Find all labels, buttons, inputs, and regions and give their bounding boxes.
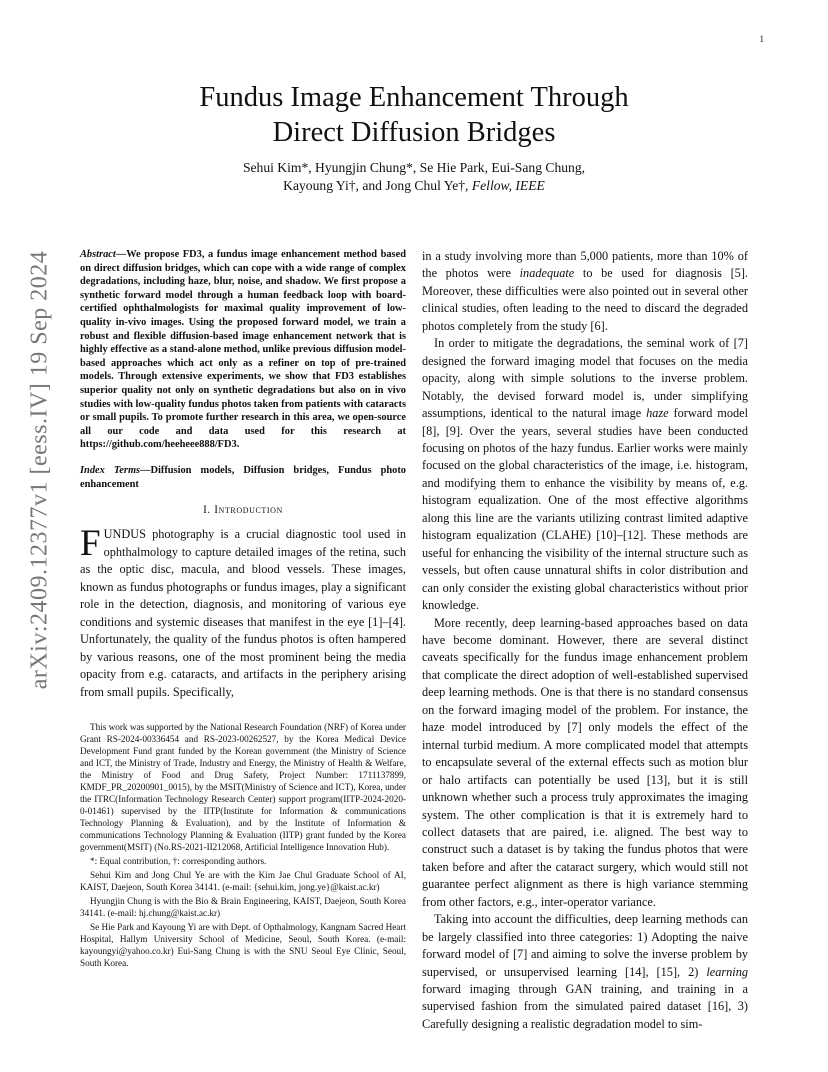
p1-text-a: in a study involving more than 5,000 patients, more than 10% of the photos were xyxy=(422,249,748,281)
body-paragraph-4 xyxy=(422,911,748,1033)
body-paragraph-1 xyxy=(422,248,748,335)
footnote-affiliation-hallym: Se Hie Park and Kayoung Yi are with Dept. of Opthalmology, Kangnam Sacred Heart Hospital, Hallym University School of Medicine, Seoul, South Korea. (e-mail: kayoungyi@yahoo.co.kr) Eui-Sang Chung is with the SNU Seoul Eye Clinic, Seoul, South Korea. xyxy=(80,922,406,969)
section-heading-introduction: I. Introduction xyxy=(203,504,283,517)
p2-text-a: In order to mitigate the degradations, the seminal work of [7] designed the forward imaging model that focuses on the media opacity, along with simple solutions to the inverse problem. Notably, the devised forward model is, under simplifying assumptions, identical to the natural image xyxy=(422,336,748,421)
right-column xyxy=(422,248,748,1033)
abstract-label: Abstract xyxy=(80,249,116,260)
index-terms-text: —Diffusion models, Diffusion bridges, Fundus photo enhancement xyxy=(80,464,406,490)
footnote-contribution: *: Equal contribution, †: corresponding authors. xyxy=(90,856,267,867)
p4-text-b: forward imaging through GAN training, and training in a supervised fashion from the simulated paired dataset [16], 3) Carefully designing a realistic degradation model to sim- xyxy=(422,982,748,1031)
authors-line-1: Sehui Kim*, Hyungjin Chung*, Se Hie Park, Eui-Sang Chung, xyxy=(242,160,586,175)
arxiv-stamp: arXiv:2409.12377v1 [eess.IV] 19 Sep 2024 xyxy=(26,250,53,690)
p4-emphasis: learning xyxy=(706,964,748,979)
footnote-affiliation-kaist-ai: Sehui Kim and Jong Chul Ye are with the Kim Jae Chul Graduate School of AI, KAIST, Daejeon, South Korea 34141. (e-mail: {sehui.kim, jong.ye}@kaist.ac.kr) xyxy=(80,870,406,893)
index-terms-label: Index Terms xyxy=(80,464,141,476)
author-fellow-title: Fellow, IEEE xyxy=(471,178,545,193)
footnote-affiliation-kaist-bio: Hyungjin Chung is with the Bio & Brain Engineering, KAIST, Daejeon, South Korea 34141. (e-mail: hj.chung@kaist.ac.kr) xyxy=(80,896,406,919)
index-terms xyxy=(80,464,406,491)
p2-text-b: forward model [8], [9]. Over the years, several studies have been conducted focusing on photos of the hazy fundus. Earlier works were mainly focused on the global characteristics of the image, i.e. histogram, and modifying them to enhance the visibility by means of, e.g. histogram equalization. One of the most effective algorithms along this line are the variants utilizing contrast limited adaptive histogram equalization (CLAHE) [10]–[12]. These methods are useful for enhancing the visibility of the internal structure such as vessels, but often cause unnatural shifts in color distribution and can only consider the existing global characteristics without prior knowledge. xyxy=(422,406,748,613)
drop-cap: F xyxy=(80,523,101,565)
p2-emphasis: haze xyxy=(646,406,669,421)
p1-text-b: to be used for diagnosis [5]. Moreover, these difficulties were also pointed out in several other clinical studies, often leading to the need to discard the degraded photos completely from the study [6]. xyxy=(422,266,748,333)
intro-paragraph xyxy=(80,523,406,701)
authors-line-2-names: Kayoung Yi†, and Jong Chul Ye†, xyxy=(283,178,472,193)
page-number: 1 xyxy=(759,34,764,44)
body-paragraph-2 xyxy=(422,335,748,614)
abstract xyxy=(80,248,406,452)
p1-emphasis: inadequate xyxy=(519,266,575,281)
left-column xyxy=(80,248,406,971)
paper-title xyxy=(0,80,828,150)
footnotes xyxy=(80,721,406,969)
body-paragraph-3: More recently, deep learning-based approaches based on data have become dominant. However, there are several distinct caveats specifically for the fundus image enhancement problem that complicate the direct adoption of well-established supervised deep learning methods. One is that there is no standard consensus on the forward imaging model of the problem. For instance, the haze model introduced by [7] only models the effect of the internal turbid medium. A more complicated model that attempts to encapsulate several of the external effects such as motion blur or halo artifacts can potentially be used [13], but it is still unknown whether such a process truly approximates the imaging system. The other complication is that it is extremely hard to collect datasets that are paired, i.e. aligned. The best way to construct such a dataset is by taking the fundus photos that were taken before and after the cataract surgery, which would still not guarantee perfect alignment as there is high variance stemming from other factors, e.g., inter-operator variance. xyxy=(422,615,748,909)
authors-line-2 xyxy=(0,177,828,195)
author-list xyxy=(0,159,828,195)
intro-text: photography is a crucial diagnostic tool used in ophthalmology to capture detailed images of the retina, such as the optic disc, macula, and blood vessels. These images, known as fundus photographs or fundus images, play a significant role in the detection, diagnosis, and monitoring of various eye conditions and systemic diseases that manifest in the eye [1]–[4]. Unfortunately, the quality of the fundus photos is often hampered by various reasons, one of the most prominent being the media opacity from e.g. cataracts, and artifacts in the periphery arising from small pupils. Specifically, xyxy=(80,527,406,699)
p4-text-a: Taking into account the difficulties, deep learning methods can be largely classified into three categories: 1) Adopting the naive forward model of [7] and aiming to solve the inverse problem by supervised, or unsupervised learning [14], [15], 2) xyxy=(422,912,748,979)
title-line-1: Fundus Image Enhancement Through xyxy=(199,82,629,113)
footnote-funding: This work was supported by the National Research Foundation (NRF) of Korea under Grant RS-2024-00336454 and RS-2023-00262527, by the Korea Medical Device Development Fund grant funded by the Korean government (the Ministry of Science and ICT, the Ministry of Trade, Industry and Energy, the Ministry of Health & Welfare, the Ministry of Food and Drug Safety, Project Number: 1711137899, KMDF_PR_20200901_0015), by the MSIT(Ministry of Science and ICT), Korea, under the ITRC(Information Technology Research Center) support program(IITP-2024-2020-0-01461) supervised by the IITP(Institute for Information & communications Technology Planning & Evaluation), and by the Institute of Information & communications Technology Planning & Evaluation (IITP) grant funded by the Korea government(MSIT) (No.RS-2021-II212068, Artificial Intelligence Innovation Hub). xyxy=(80,722,406,853)
title-line-2: Direct Diffusion Bridges xyxy=(272,117,556,148)
abstract-text: —We propose FD3, a fundus image enhancement method based on direct diffusion bridges, which can cope with a wide range of complex degradations, including haze, blur, noise, and shadow. We first propose a synthetic forward model through a human feedback loop with board-certified ophthalmologists for maximal quality improvement of low-quality in-vivo images. Using the proposed forward model, we train a robust and flexible diffusion-based image enhancement network that is highly effective as a stand-alone method, unlike previous diffusion model-based approaches which act only as a refiner on top of pre-trained models. Through extensive experiments, we show that FD3 establishes superior quality not only on synthetic degradations but also on in vivo studies with low-quality fundus photos taken from patients with cataracts or small pupils. To promote further research in this area, we open-source all our code and data used for this research at https://github.com/heeheee888/FD3. xyxy=(80,249,406,451)
intro-lead-word: UNDUS xyxy=(103,527,146,542)
